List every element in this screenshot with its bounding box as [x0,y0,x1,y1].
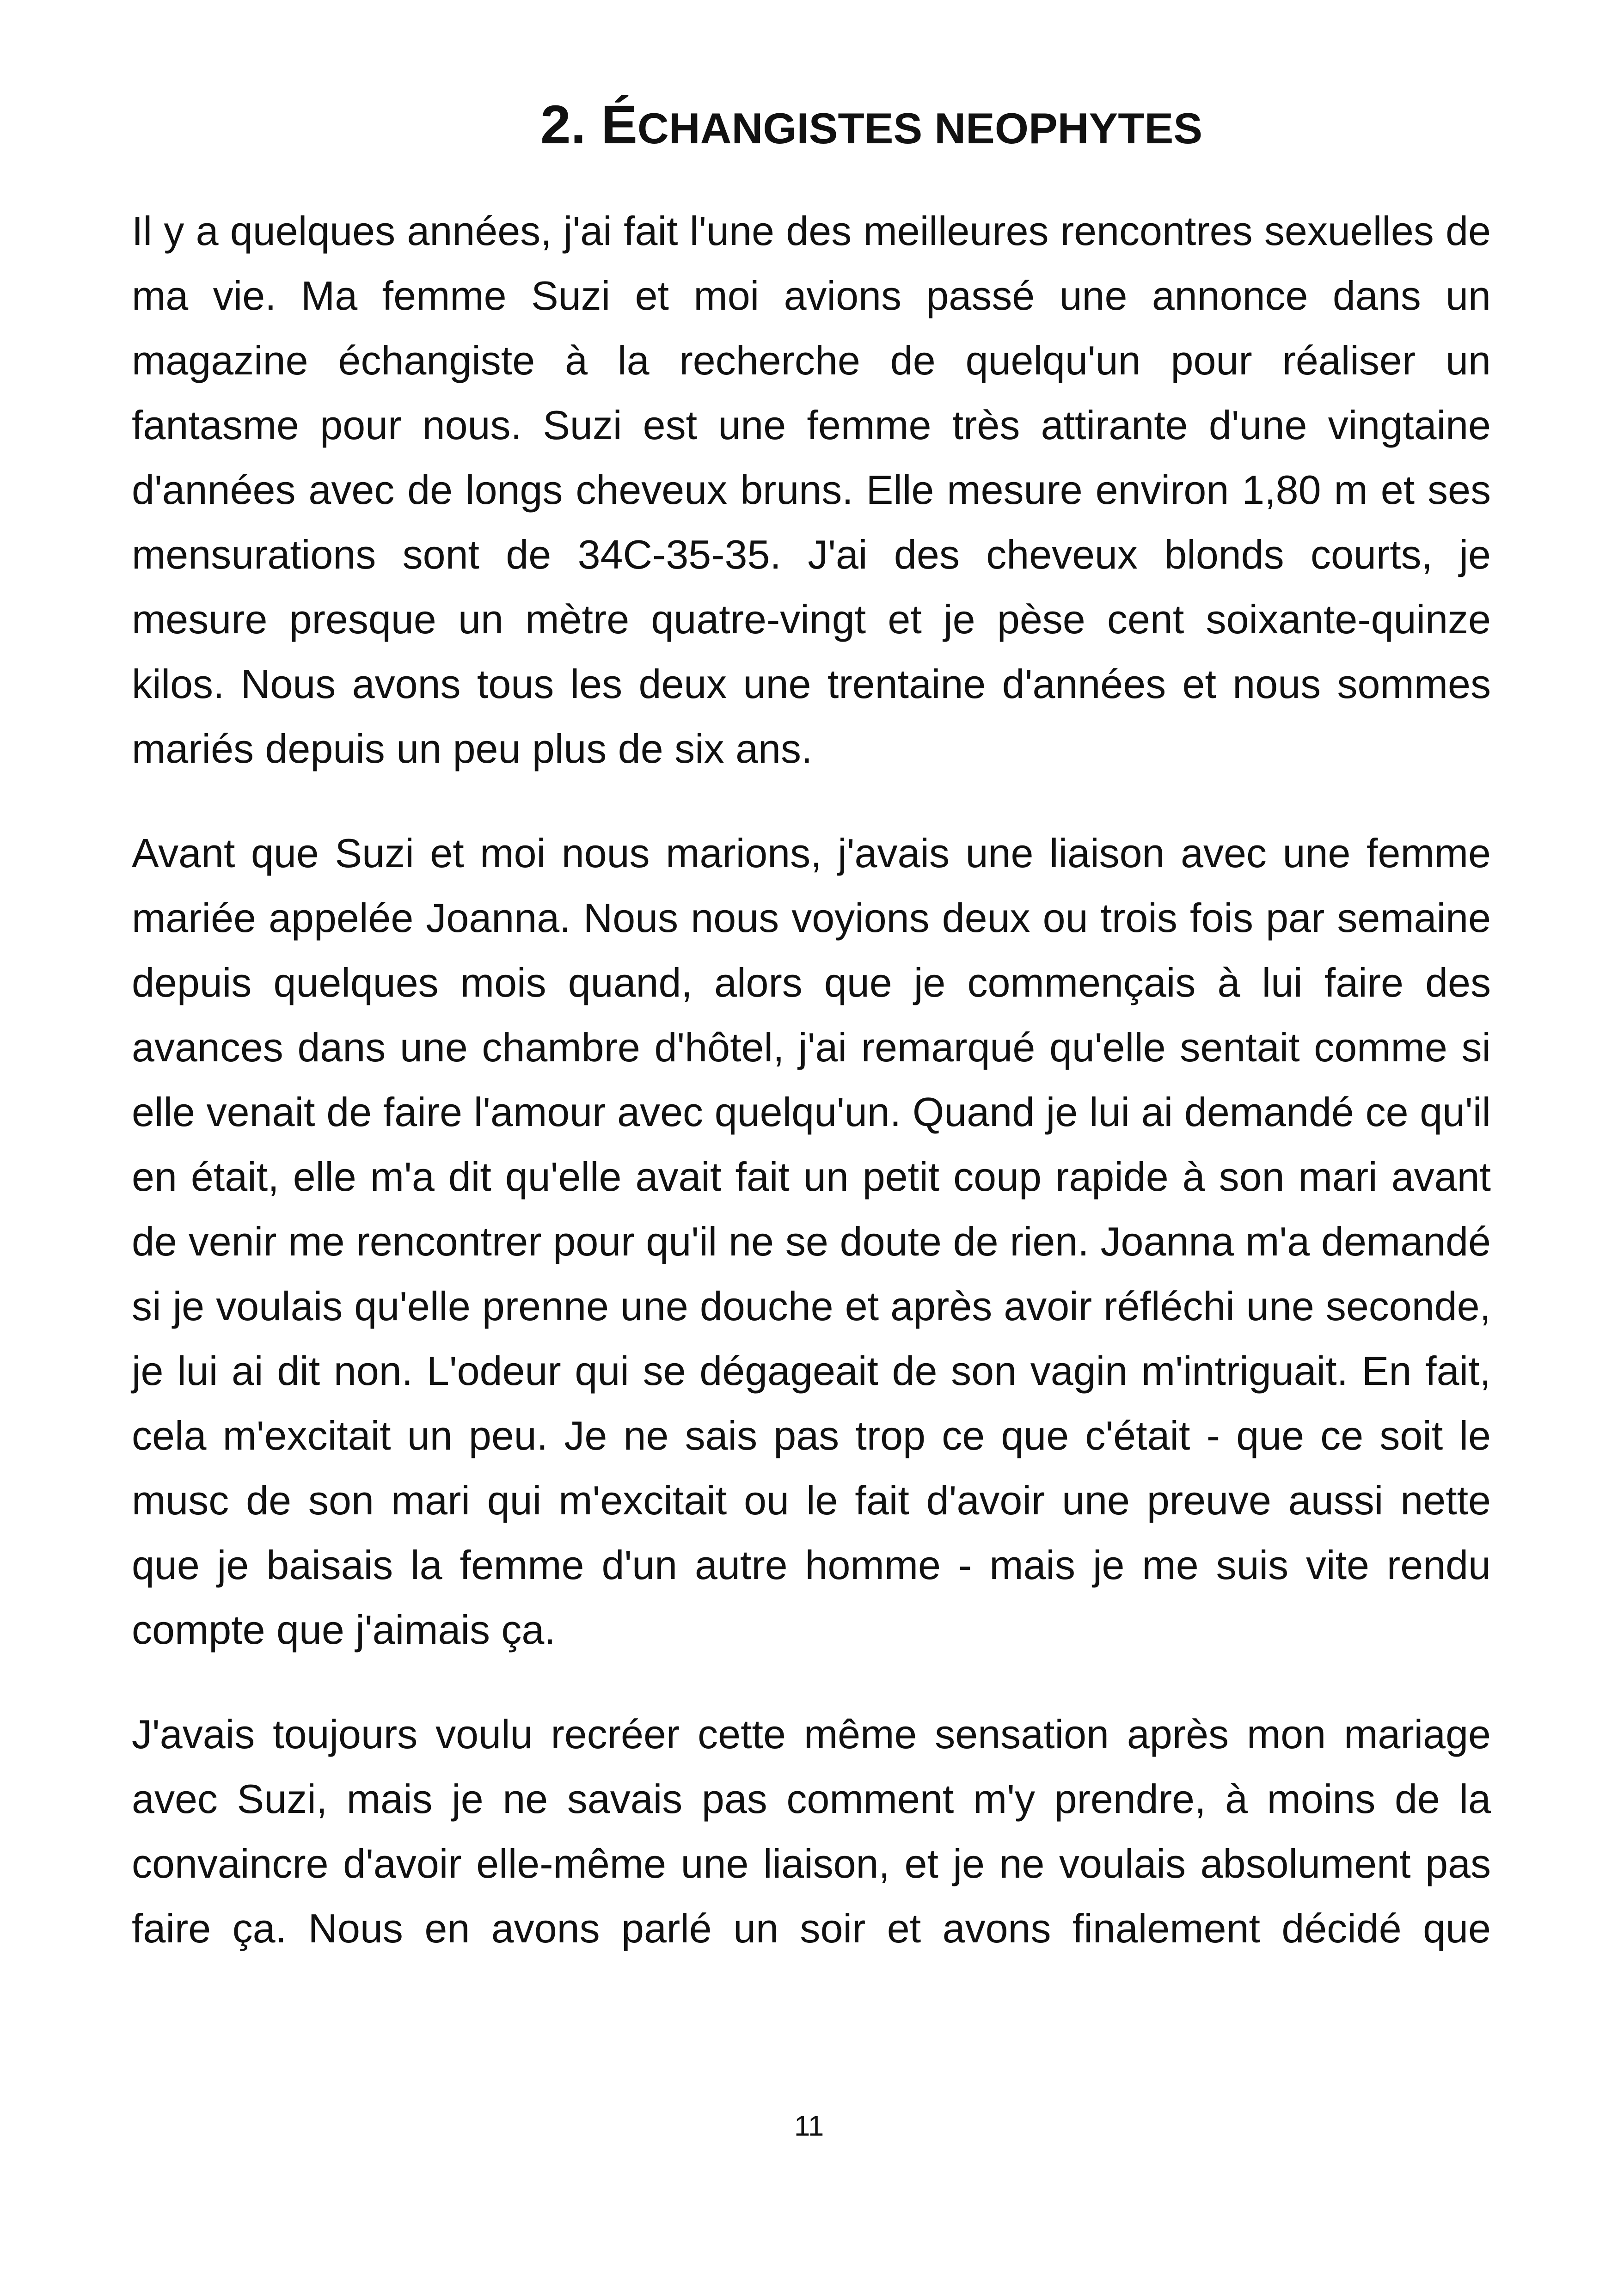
paragraph-3: J'avais toujours voulu recréer cette même sensation après mon mariage avec Suzi, mais je ne savais pas comment m'y prendre, à moins de la convaincre d'avoir elle-même une liaison, et je ne voulais absolument pas faire ça. Nous en avons parlé un soir et avons finalement décidé que [132,1711,1491,1951]
page-number: 11 [794,2110,824,2142]
chapter-number: 2. [540,94,586,155]
chapter-title-initial: É [601,94,637,155]
chapter-body [132,199,1491,1961]
paragraph-2: Avant que Suzi et moi nous marions, j'avais une liaison avec une femme mariée appelée Joanna. Nous nous voyions deux ou trois fois par semaine depuis quelques mois quand, alors que je commençais à lui faire des avances dans une chambre d'hôtel, j'ai remarqué qu'elle sentait comme si elle venait de faire l'amour avec quelqu'un. Quand je lui ai demandé ce qu'il en était, elle m'a dit qu'elle avait fait un petit coup rapide à son mari avant de venir me rencontrer pour qu'il ne se doute de rien. Joanna m'a demandé si je voulais qu'elle prenne une douche et après avoir réfléchi une seconde, je lui ai dit non. L'odeur qui se dégageait de son vagin m'intriguait. En fait, cela m'excitait un peu. Je ne sais pas trop ce que c'était - que ce soit le musc de son mari qui m'excitait ou le fait d'avoir une preuve aussi nette que je baisais la femme d'un autre homme - mais je me suis vite rendu compte que j'aimais ça. [132,830,1491,1653]
chapter-title [0,88,1618,165]
chapter-title-rest: CHANGISTES NEOPHYTES [637,104,1203,153]
paragraph-1: Il y a quelques années, j'ai fait l'une des meilleures rencontres sexuelles de ma vie. Ma femme Suzi et moi avions passé une annonce dans un magazine échangiste à la recherche de quelqu'un pour réaliser un fantasme pour nous. Suzi est une femme très attirante d'une vingtaine d'années avec de longs cheveux bruns. Elle mesure environ 1,80 m et ses mensurations sont de 34C-35-35. J'ai des cheveux blonds courts, je mesure presque un mètre quatre-vingt et je pèse cent soixante-quinze kilos. Nous avons tous les deux une trentaine d'années et nous sommes mariés depuis un peu plus de six ans. [132,208,1491,771]
